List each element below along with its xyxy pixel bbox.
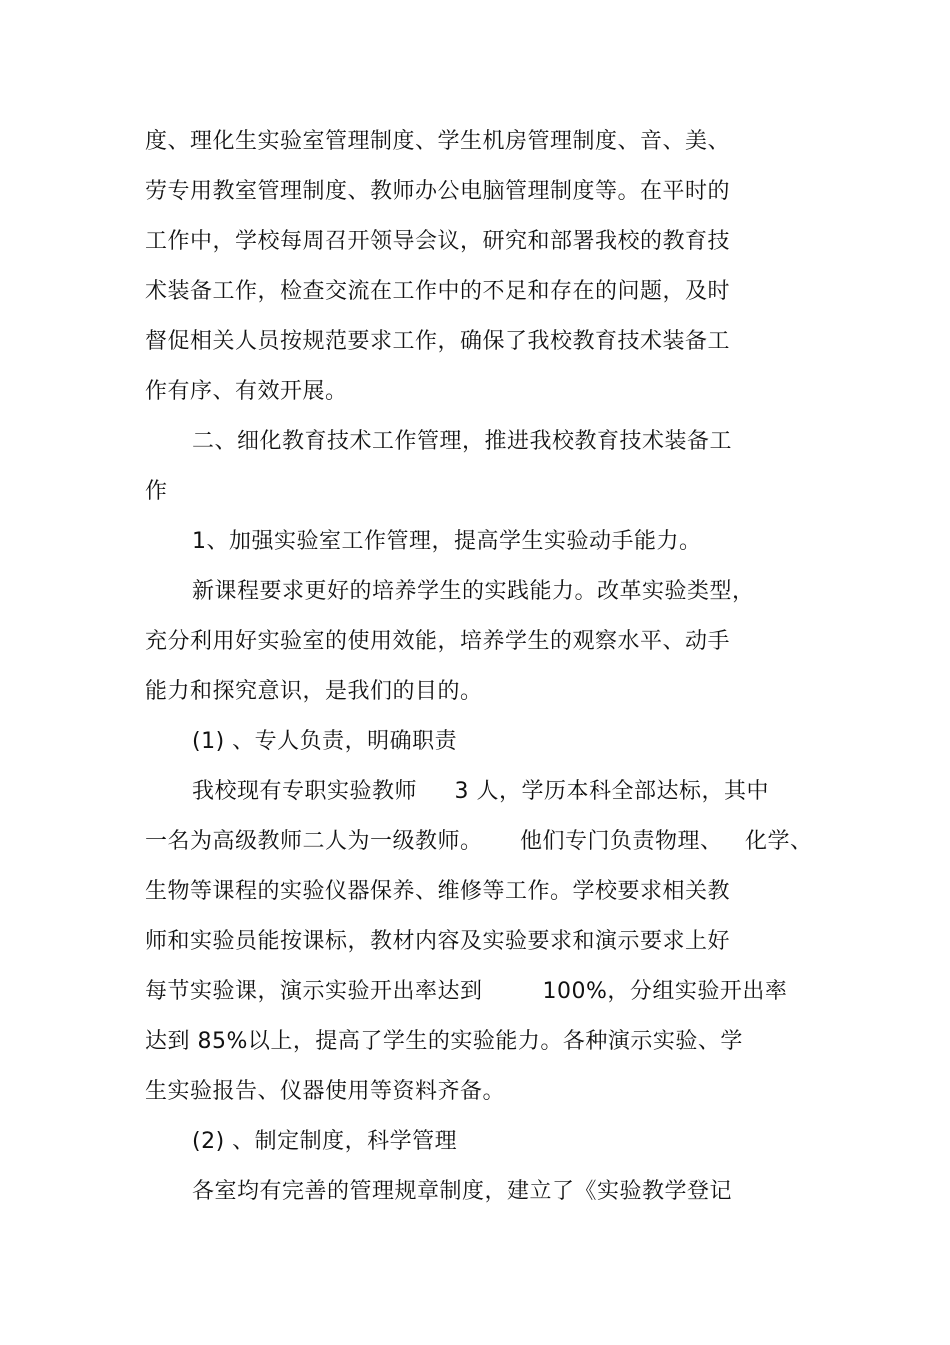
text-line: 能力和探究意识，是我们的目的。 <box>145 679 483 704</box>
subsection-heading: 1、加强实验室工作管理，提高学生实验动手能力。 <box>192 529 702 554</box>
text-line: 达到 85%以上，提高了学生的实验能力。各种演示实验、学 <box>145 1029 743 1054</box>
subsection-heading: (1) 、专人负责，明确职责 <box>192 729 458 754</box>
section-heading-continued: 作 <box>145 479 168 504</box>
text-line: 作有序、有效开展。 <box>145 379 348 404</box>
text-line: 一名为高级教师二人为一级教师。 他们专门负责物理、 化学、 <box>145 829 813 854</box>
text-line: 度、理化生实验室管理制度、学生机房管理制度、音、美、 <box>145 129 731 154</box>
text-line: 生物等课程的实验仪器保养、维修等工作。学校要求相关教 <box>145 879 731 904</box>
section-heading: 二、细化教育技术工作管理，推进我校教育技术装备工 <box>192 429 733 454</box>
text-line: 术装备工作，检查交流在工作中的不足和存在的问题，及时 <box>145 279 731 304</box>
text-line: 每节实验课，演示实验开出率达到 100%，分组实验开出率 <box>145 979 788 1004</box>
text-line: 我校现有专职实验教师 3 人，学历本科全部达标，其中 <box>192 779 769 804</box>
text-line: 劳专用教室管理制度、教师办公电脑管理制度等。在平时的 <box>145 179 731 204</box>
text-line: 师和实验员能按课标，教材内容及实验要求和演示要求上好 <box>145 929 731 954</box>
text-line: 生实验报告、仪器使用等资料齐备。 <box>145 1079 506 1104</box>
subsection-heading: (2) 、制定制度，科学管理 <box>192 1129 458 1154</box>
text-line: 督促相关人员按规范要求工作，确保了我校教育技术装备工 <box>145 329 731 354</box>
text-line: 各室均有完善的管理规章制度，建立了《实验教学登记 <box>192 1179 733 1204</box>
text-line: 充分利用好实验室的使用效能，培养学生的观察水平、动手 <box>145 629 731 654</box>
text-line: 工作中，学校每周召开领导会议，研究和部署我校的教育技 <box>145 229 731 254</box>
text-line: 新课程要求更好的培养学生的实践能力。改革实验类型， <box>192 579 755 604</box>
